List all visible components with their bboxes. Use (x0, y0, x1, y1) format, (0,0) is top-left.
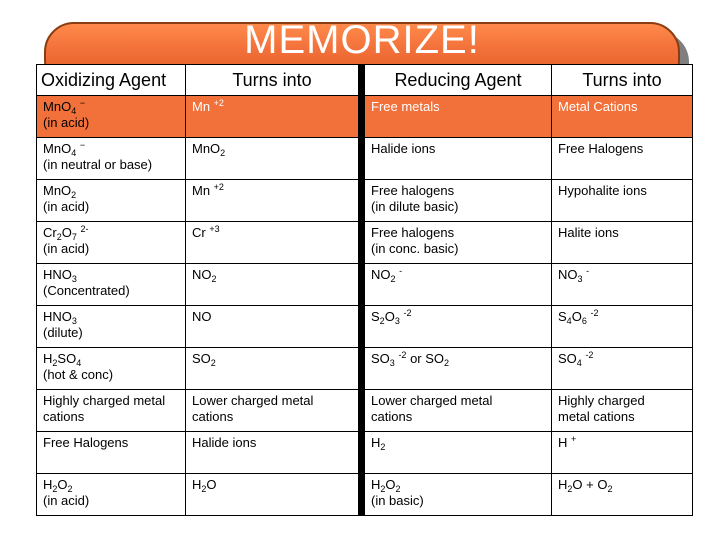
oxidizing-product-cell: MnO$_2$ (186, 138, 362, 180)
reducing-agent-cell: Free metals (362, 96, 552, 138)
oxidizing-agent-cell: Free Halogens (37, 432, 186, 474)
table-header-row (37, 65, 693, 96)
reducing-product-cell: Highly charged metal cations (552, 390, 693, 432)
oxidizing-product-cell: Halide ions (186, 432, 362, 474)
oxidizing-product-cell: $NO_2$ (186, 264, 362, 306)
reducing-agent-cell: $NO_2$ - (362, 264, 552, 306)
oxidizing-agent-cell: MnO$_4$ − (in neutral or base) (37, 138, 186, 180)
table-row (37, 96, 693, 138)
table-body (37, 96, 693, 516)
oxidizing-product-cell: Mn $^{+2}$ (186, 96, 362, 138)
oxidizing-product-cell: $H_2O$ (186, 474, 362, 516)
reducing-product-cell: Metal Cations (552, 96, 693, 138)
reducing-product-cell: $H_2O + O_2$ (552, 474, 693, 516)
oxidizing-agent-cell: MnO$_2$ (in acid) (37, 180, 186, 222)
reducing-product-cell: Halite ions (552, 222, 693, 264)
table-row (37, 348, 693, 390)
table-row (37, 138, 693, 180)
oxidizing-product-cell: Cr $^{+3}$ (186, 222, 362, 264)
oxidizing-agent-cell: $HNO_3$ (dilute) (37, 306, 186, 348)
table-row (37, 390, 693, 432)
reducing-agent-cell: Free halogens (in conc. basic) (362, 222, 552, 264)
oxidizing-agent-cell: Highly charged metal cations (37, 390, 186, 432)
table-row (37, 474, 693, 516)
table-row (37, 306, 693, 348)
header-oxidizing-agent: Oxidizing Agent (37, 65, 186, 96)
reducing-agent-cell: Lower charged metal cations (362, 390, 552, 432)
reducing-product-cell: Free Halogens (552, 138, 693, 180)
reducing-product-cell: $SO_4$ $^{-2}$ (552, 348, 693, 390)
table-row (37, 432, 693, 474)
oxidizing-product-cell: Mn $^{+2}$ (186, 180, 362, 222)
oxidizing-agent-cell: $H_2O_2$ (in acid) (37, 474, 186, 516)
reducing-agent-cell: $H_2$ (362, 432, 552, 474)
reducing-product-cell: Hypohalite ions (552, 180, 693, 222)
oxidizing-product-cell: NO (186, 306, 362, 348)
reducing-agent-cell: $SO_3$ $^{-2}$ or $SO_2$ (362, 348, 552, 390)
oxidizing-agent-cell: $Cr_2O_7$ $^{2-}$ (in acid) (37, 222, 186, 264)
header-turns-into-oxidizing: Turns into (186, 65, 362, 96)
oxidizing-agent-cell: $HNO_3$ (Concentrated) (37, 264, 186, 306)
page-title: MEMORIZE! (244, 18, 480, 62)
reducing-agent-cell: $S_2O_3$ $^{-2}$ (362, 306, 552, 348)
reducing-product-cell: $NO_3$ - (552, 264, 693, 306)
reducing-agent-cell: $H_2O_2$ (in basic) (362, 474, 552, 516)
oxidizing-agent-cell: MnO$_4$ − (in acid) (37, 96, 186, 138)
oxidizing-product-cell: $SO_2$ (186, 348, 362, 390)
table-row (37, 264, 693, 306)
reducing-product-cell: H + (552, 432, 693, 474)
table-row (37, 222, 693, 264)
reducing-agent-cell: Free halogens (in dilute basic) (362, 180, 552, 222)
oxidizing-agent-cell: $H_2SO_4$ (hot & conc) (37, 348, 186, 390)
redox-table (36, 64, 693, 516)
header-turns-into-reducing: Turns into (552, 65, 693, 96)
header-reducing-agent: Reducing Agent (362, 65, 552, 96)
oxidizing-product-cell: Lower charged metal cations (186, 390, 362, 432)
table-row (37, 180, 693, 222)
reducing-agent-cell: Halide ions (362, 138, 552, 180)
reducing-product-cell: $S_4O_6$ $^{-2}$ (552, 306, 693, 348)
